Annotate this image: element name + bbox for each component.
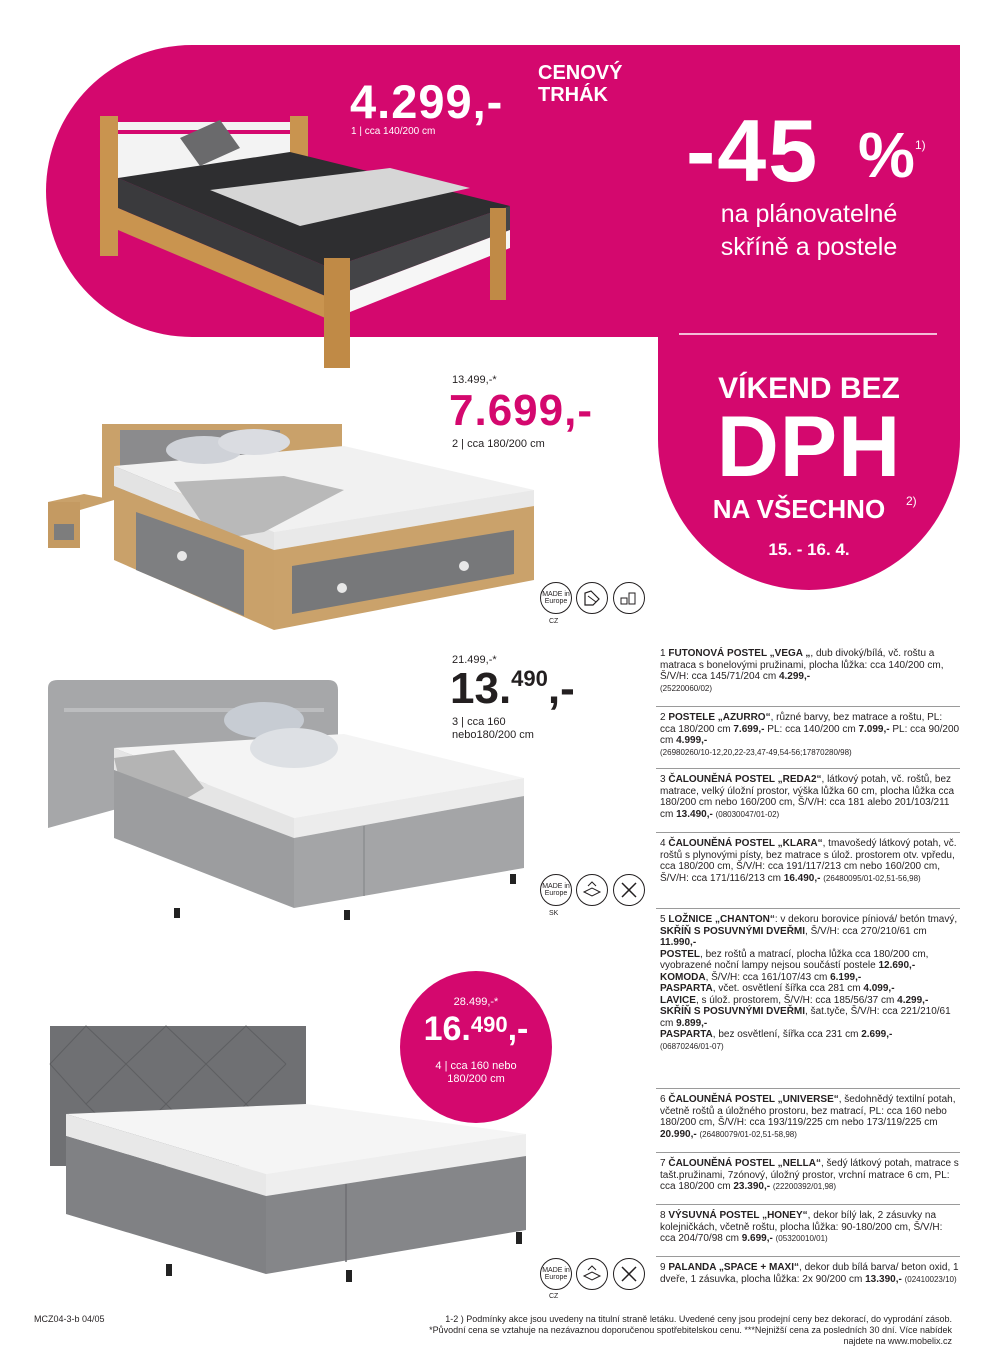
made-in-europe-icon-3: MADE in Europe	[540, 1258, 572, 1290]
discount-percent-sign: %	[858, 119, 917, 191]
price-azurro: 7.699,-	[449, 386, 593, 435]
price-klara: 16.$^{490}$,-	[423, 1010, 529, 1048]
country-cz-label: CZ	[549, 618, 559, 625]
price-vega: 4.299,-	[350, 75, 504, 128]
product-7: 7 ČALOUNĚNÁ POSTEL „NELLA“, šedý látkový potah, matrace s tašt.pružinami, 7zónový, úložný prostor, vrchní matrace 6 cm, PL: cca 180/200 cm 23.390,- (22200392/01,98)	[660, 1158, 959, 1192]
country-sk-label: SK	[549, 910, 559, 917]
storage-bed-icon	[576, 874, 608, 906]
footer-note-line1: 1-2 ) Podmínky akce jsou uvedeny na titulní straně letáku. Uvedené ceny jsou prodejní ceny bez dekorací, do vyprodání zásob.	[445, 1314, 952, 1324]
cenovy-trhak-line2: TRHÁK	[538, 84, 608, 106]
vikend-note: 2)	[906, 494, 917, 508]
made-in-europe-icon: MADE in Europe	[540, 582, 572, 614]
separator	[656, 832, 960, 833]
size-reda2-line1: 3 | cca 160	[452, 716, 506, 728]
product-6: 6 ČALOUNĚNÁ POSTEL „UNIVERSE“, šedohnědý textilní potah, včetně roštů a úložného prostoru, bez matrací, PL: cca 160 nebo 180/200 cm, Š/V/H: cca 193/119/225 cm nebo 173/119/225 cm 20.990,- (26480079/01-02,51-58,98)	[660, 1094, 956, 1140]
bed-reda2-image	[44, 678, 534, 948]
height-options-icon	[613, 582, 645, 614]
footer-note-line3: najdete na www.mobelix.cz	[843, 1336, 952, 1346]
storage-bed-icon-2	[576, 1258, 608, 1290]
bed-vega-image	[90, 108, 510, 370]
size-klara-line2: 180/200 cm	[447, 1073, 505, 1085]
old-price-reda2: 21.499,-*	[452, 654, 497, 666]
color-variants-icon	[576, 582, 608, 614]
size-reda2-line2: nebo180/200 cm	[452, 729, 534, 741]
product-2: 2 POSTELE „AZURRO“, různé barvy, bez matrace a roštu, PL: cca 180/200 cm 7.699,- PL: cca 140/200 cm 7.099,- PL: cca 90/200 cm 4.999,- (26980260/10-12,20,22-23,47-49,54-56;17870280/98)	[660, 712, 960, 757]
product-5: 5 LOŽNICE „CHANTON“: v dekoru borovice píniová/ betón tmavý, SKŘÍŇ S POSUVNÝMI DVEŘMI, Š/V/H: cca 270/210/61 cm 11.990,- POSTEL, bez roštů a matrací, plocha lůžka cca 180/200 cm, vyobrazené noční lampy nejsou součástí postele 12.690,- KOMODA, Š/V/H: cca 161/107/43 cm 6.199,- PASPARTA, včet. osvětlení šířka cca 281 cm 4.099,- LAVICE, s úlož. prostorem, Š/V/H: cca 185/56/37 cm 4.299,- SKŘÍŇ S POSUVNÝMI DVEŘMI, šat.tyče, Š/V/H: cca 221/210/61 cm 9.899,- PASPARTA, bez osvětlení, šířka cca 231 cm 2.699,- (06870246/01-07)	[660, 914, 958, 1051]
price-reda2: 13.$^{490}$,-	[450, 664, 575, 713]
separator	[656, 1204, 960, 1205]
product-9: 9 PALANDA „SPACE + MAXI“, dekor dub bílá barva/ beton oxid, 1 dveře, 1 zásuvka, plocha lůžka: 2x 90/200 cm 13.390,- (02410023/10)	[660, 1262, 959, 1285]
product-3: 3 ČALOUNĚNÁ POSTEL „REDA2“, látkový potah, vč. roštů, bez matrace, velký úložní prostor, výška lůžka 60 cm, plocha lůžka cca 180/200 cm nebo 160/200 cm, Š/V/H: cca 181 alebo 201/103/211 cm 13.490,- (08030047/01-02)	[660, 774, 955, 820]
footer-code: MCZ04-3-b 04/05	[34, 1314, 105, 1324]
size-klara-line1: 4 | cca 160 nebo	[435, 1060, 517, 1072]
discount-text-line2: skříně a postele	[720, 233, 898, 261]
discount-value: -45	[686, 101, 820, 200]
size-vega: 1 | cca 140/200 cm	[351, 126, 436, 137]
vikend-line3: NA VŠECHNO	[712, 494, 886, 524]
old-price-azurro: 13.499,-*	[452, 374, 497, 386]
promo-divider	[679, 333, 937, 335]
separator	[656, 1256, 960, 1257]
vikend-dates: 15. - 16. 4.	[768, 540, 850, 559]
size-azurro: 2 | cca 180/200 cm	[452, 438, 545, 450]
discount-note: 1)	[915, 138, 926, 152]
bed-azurro-image	[44, 420, 544, 630]
old-price-klara: 28.499,-*	[453, 996, 499, 1008]
tools-icon	[613, 874, 645, 906]
vikend-line1: VÍKEND BEZ	[718, 372, 900, 405]
separator	[656, 908, 960, 909]
bed-klara-image	[46, 1024, 536, 1310]
separator	[656, 768, 960, 769]
discount-text-line1: na plánovatelné	[720, 200, 898, 228]
product-8: 8 VÝSUVNÁ POSTEL „HONEY“, dekor bílý lak, 2 zásuvky na kolejničkách, včetně roštu, plocha lůžka: 90-180/200 cm, Š/V/H: cca 204/70/98 cm 9.699,- (05320010/01)	[660, 1210, 943, 1244]
product-1: 1 FUTONOVÁ POSTEL „VEGA „, dub divoký/bílá, vč. roštu a matraca s bonelovými pružinami, plocha lůžka: cca 140/200 cm, Š/V/H: cca 145/71/204 cm 4.299,- (25220060/02)	[660, 648, 944, 693]
separator	[656, 706, 960, 707]
product-4: 4 ČALOUNĚNÁ POSTEL „KLARA“, tmavošedý látkový potah, vč. roštů s plynovými písty, bez matrace s úlož. prostorem otv. vpředu, cca 180/200 cm, Š/V/H: cca 191/117/213 cm nebo 160/200 cm, Š/V/H: cca 171/116/213 cm 16.490,- (26480095/01-02,51-56,98)	[660, 838, 957, 884]
separator	[656, 1088, 960, 1089]
separator	[656, 1152, 960, 1153]
vikend-line2: DPH	[716, 399, 902, 495]
made-in-europe-icon-2: MADE in Europe	[540, 874, 572, 906]
cenovy-trhak-line1: CENOVÝ	[538, 62, 623, 84]
country-cz-label-2: CZ	[549, 1293, 559, 1300]
footer-note-line2: *Původní cena se vztahuje na nezávaznou doporučenou spotřebitelskou cenu. ***Nejnižší cena za posledních 30 dní. Více nabídek	[429, 1325, 952, 1335]
tools-icon-2	[613, 1258, 645, 1290]
